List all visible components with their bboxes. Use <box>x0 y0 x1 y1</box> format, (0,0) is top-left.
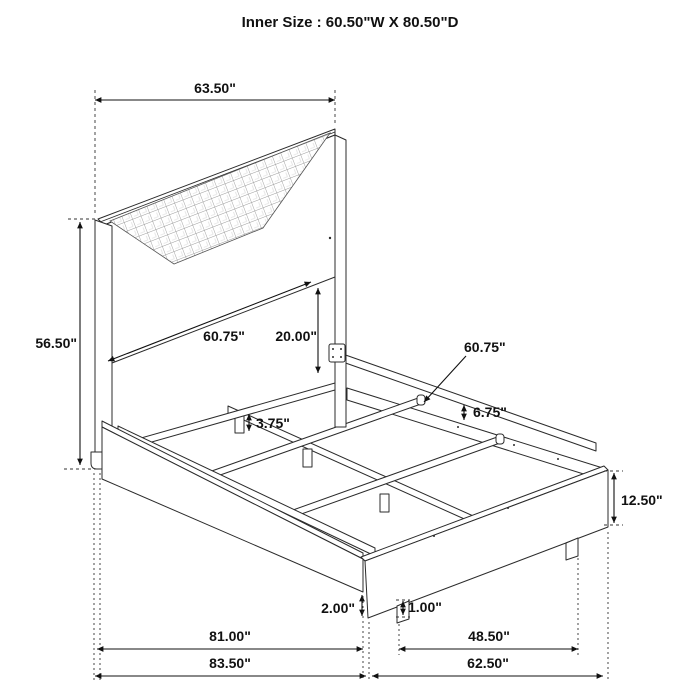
dimension-label: 48.50" <box>468 628 510 644</box>
dim-footboard-width <box>372 655 603 676</box>
page-title: Inner Size : 60.50"W X 80.50"D <box>241 14 459 31</box>
dimension-label: 3.75" <box>256 415 290 431</box>
dim-overall-depth <box>95 655 366 676</box>
headboard-right-post <box>335 135 346 427</box>
bracket-hole <box>332 348 334 350</box>
dimension-label: 2.00" <box>321 600 355 616</box>
dim-slat-leg-height <box>249 414 290 431</box>
dim-headboard-height <box>35 219 102 469</box>
bracket-hole <box>340 356 342 358</box>
dim-footboard-leg-height <box>396 599 442 617</box>
slat-end-cap <box>496 434 504 444</box>
screw-hole <box>507 507 509 509</box>
dimension-label: 12.50" <box>621 492 663 508</box>
dimension-label: 20.00" <box>275 328 317 344</box>
dimension-label: 56.50" <box>35 335 77 351</box>
dimension-label: 6.75" <box>473 404 507 420</box>
bracket-hole <box>340 348 342 350</box>
screw-hole <box>557 458 559 460</box>
dimension-label: 62.50" <box>467 655 509 671</box>
dimension-label: 60.75" <box>203 328 245 344</box>
dimension-label: 63.50" <box>194 80 236 96</box>
slat-leg <box>303 449 312 467</box>
slat-leg <box>380 494 389 512</box>
cross-slat <box>192 397 421 485</box>
dim-side-rail-length <box>97 628 363 649</box>
bed-frame-drawing <box>91 129 608 623</box>
rail-bracket <box>329 344 345 362</box>
dim-side-rail-clearance <box>321 595 362 616</box>
headboard-left-post <box>95 220 112 452</box>
dim-footboard-height <box>604 471 663 525</box>
dimension-label: 81.00" <box>209 628 251 644</box>
dimension-label: 1.00" <box>408 599 442 615</box>
dim-panel-height <box>275 288 318 373</box>
dimension-annotations <box>35 80 662 680</box>
screw-hole <box>433 535 435 537</box>
dimension-label: 60.75" <box>464 339 506 355</box>
screw-hole <box>329 237 331 239</box>
bracket-hole <box>332 356 334 358</box>
screw-hole <box>513 444 515 446</box>
dim-footboard-leg-span <box>399 628 578 649</box>
dimension-label: 83.50" <box>209 655 251 671</box>
slat-end-cap <box>417 395 425 405</box>
screw-hole <box>457 426 459 428</box>
